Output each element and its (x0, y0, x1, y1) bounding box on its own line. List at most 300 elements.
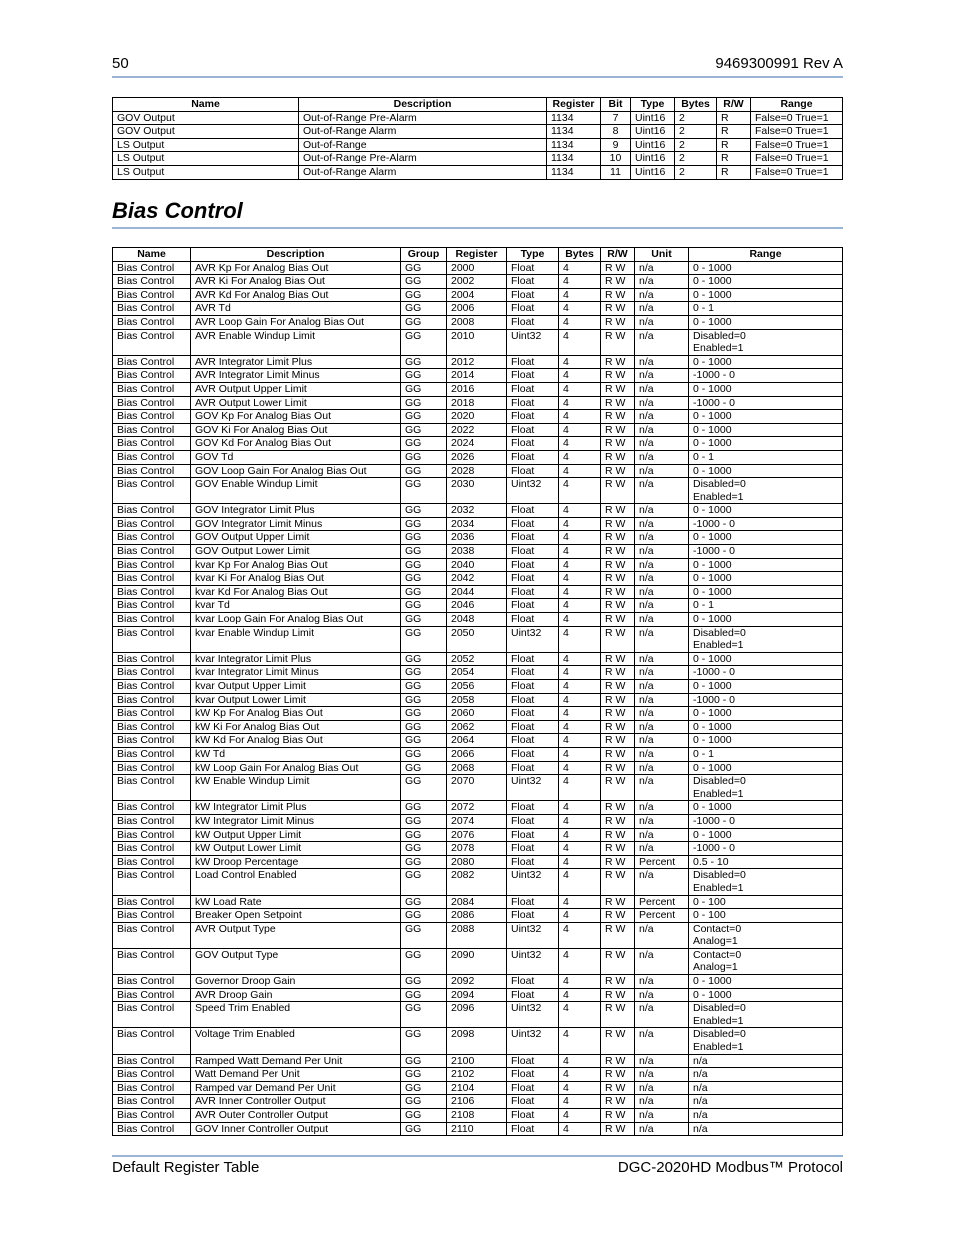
table-cell: Bias Control (113, 558, 191, 572)
table-cell: GOV Td (191, 450, 401, 464)
table-cell: GG (401, 828, 447, 842)
table-cell: Contact=0 Analog=1 (689, 922, 843, 948)
table-cell: GG (401, 572, 447, 586)
table-cell: 2 (675, 138, 717, 152)
table-cell: 2058 (447, 693, 507, 707)
table-row (113, 572, 843, 586)
table-cell: 0 - 1000 (689, 423, 843, 437)
table-cell: 7 (601, 111, 631, 125)
table-cell: 2002 (447, 275, 507, 289)
table-cell: GG (401, 613, 447, 627)
table-cell: n/a (635, 1068, 689, 1082)
table-cell: Uint16 (631, 125, 675, 139)
table-cell: Float (507, 517, 559, 531)
table-cell: Disabled=0 Enabled=1 (689, 775, 843, 801)
table-cell: 2 (675, 152, 717, 166)
table-cell: -1000 - 0 (689, 545, 843, 559)
table-cell: GG (401, 1095, 447, 1109)
table-cell: 2094 (447, 988, 507, 1002)
table-cell: GG (401, 261, 447, 275)
table-cell: Float (507, 1054, 559, 1068)
table-cell: 4 (559, 707, 601, 721)
table-cell: Disabled=0 Enabled=1 (689, 1028, 843, 1054)
table-cell: GG (401, 437, 447, 451)
table-cell: Float (507, 1068, 559, 1082)
table-row (113, 410, 843, 424)
table-cell: n/a (635, 572, 689, 586)
table-cell: R W (601, 517, 635, 531)
table-cell: GG (401, 423, 447, 437)
table-cell: 2104 (447, 1081, 507, 1095)
column-header: Bytes (559, 248, 601, 262)
table-cell: 4 (559, 855, 601, 869)
table-cell: kW Integrator Limit Minus (191, 814, 401, 828)
table-cell: 4 (559, 369, 601, 383)
table-cell: AVR Loop Gain For Analog Bias Out (191, 315, 401, 329)
table-cell: GG (401, 517, 447, 531)
table-cell: R W (601, 652, 635, 666)
table-cell: -1000 - 0 (689, 693, 843, 707)
table-cell: Float (507, 613, 559, 627)
table-cell: Float (507, 545, 559, 559)
table-cell: n/a (635, 585, 689, 599)
table-cell: Uint32 (507, 1002, 559, 1028)
table-cell: Speed Trim Enabled (191, 1002, 401, 1028)
table-cell: Float (507, 680, 559, 694)
table-cell: n/a (635, 410, 689, 424)
table-cell: 2076 (447, 828, 507, 842)
table-row (113, 988, 843, 1002)
table-cell: Float (507, 720, 559, 734)
table-cell: Uint32 (507, 948, 559, 974)
table-cell: 2108 (447, 1109, 507, 1123)
table-cell: Bias Control (113, 478, 191, 504)
table-cell: -1000 - 0 (689, 842, 843, 856)
table-cell: GG (401, 975, 447, 989)
table-cell: R W (601, 909, 635, 923)
table-cell: 4 (559, 396, 601, 410)
table-cell: Bias Control (113, 302, 191, 316)
table-cell: kvar Loop Gain For Analog Bias Out (191, 613, 401, 627)
table-cell: Out-of-Range Alarm (299, 125, 547, 139)
table-cell: GG (401, 652, 447, 666)
table-cell: GG (401, 545, 447, 559)
table-cell: kW Load Rate (191, 895, 401, 909)
table-cell: 2106 (447, 1095, 507, 1109)
table-cell: R W (601, 315, 635, 329)
table-cell: Bias Control (113, 531, 191, 545)
table-row (113, 111, 843, 125)
table-cell: 2102 (447, 1068, 507, 1082)
table-cell: kW Output Lower Limit (191, 842, 401, 856)
table-cell: kvar Kp For Analog Bias Out (191, 558, 401, 572)
table-cell: GG (401, 1122, 447, 1136)
table-cell: Bias Control (113, 1081, 191, 1095)
table-cell: n/a (635, 747, 689, 761)
table-cell: n/a (635, 275, 689, 289)
table-cell: 4 (559, 828, 601, 842)
table-cell: n/a (635, 1081, 689, 1095)
table-cell: Float (507, 369, 559, 383)
table-cell: Float (507, 761, 559, 775)
table-row (113, 909, 843, 923)
table-cell: R W (601, 1109, 635, 1123)
table-cell: Float (507, 895, 559, 909)
table-cell: n/a (635, 329, 689, 355)
table-cell: 2062 (447, 720, 507, 734)
table-cell: Float (507, 666, 559, 680)
table-cell: Disabled=0 Enabled=1 (689, 478, 843, 504)
table-cell: LS Output (113, 165, 299, 179)
table-cell: Bias Control (113, 814, 191, 828)
table-cell: 4 (559, 922, 601, 948)
table-cell: R W (601, 288, 635, 302)
table-cell: Float (507, 909, 559, 923)
table-cell: 0 - 1000 (689, 464, 843, 478)
table-cell: GG (401, 855, 447, 869)
table-cell: GOV Output Type (191, 948, 401, 974)
table-row (113, 680, 843, 694)
table-cell: GOV Integrator Limit Plus (191, 504, 401, 518)
table-cell: AVR Inner Controller Output (191, 1095, 401, 1109)
table-cell: AVR Kp For Analog Bias Out (191, 261, 401, 275)
table-cell: Bias Control (113, 396, 191, 410)
table-cell: -1000 - 0 (689, 517, 843, 531)
table-cell: R W (601, 842, 635, 856)
table-cell: 2074 (447, 814, 507, 828)
table-cell: 2012 (447, 355, 507, 369)
table-cell: GG (401, 478, 447, 504)
table-cell: 2020 (447, 410, 507, 424)
column-header: Type (631, 98, 675, 112)
table-cell: GG (401, 775, 447, 801)
table-cell: 2068 (447, 761, 507, 775)
table-cell: R W (601, 1028, 635, 1054)
table-cell: Percent (635, 895, 689, 909)
table-cell: Float (507, 652, 559, 666)
table-row (113, 948, 843, 974)
table-cell: 0.5 - 10 (689, 855, 843, 869)
column-header: Description (191, 248, 401, 262)
table-cell: GG (401, 585, 447, 599)
table-cell: Float (507, 315, 559, 329)
table-cell: R W (601, 801, 635, 815)
table-cell: AVR Droop Gain (191, 988, 401, 1002)
table-cell: 0 - 1000 (689, 288, 843, 302)
table-row (113, 842, 843, 856)
table-cell: GG (401, 288, 447, 302)
table-cell: n/a (635, 599, 689, 613)
table-row (113, 450, 843, 464)
table-cell: R W (601, 693, 635, 707)
table-cell: 2060 (447, 707, 507, 721)
column-header: Description (299, 98, 547, 112)
table-cell: Bias Control (113, 585, 191, 599)
table-cell: 2034 (447, 517, 507, 531)
table-cell: GG (401, 396, 447, 410)
table-cell: n/a (635, 613, 689, 627)
table-cell: n/a (635, 478, 689, 504)
table-cell: R W (601, 775, 635, 801)
table-cell: Percent (635, 909, 689, 923)
table-cell: 0 - 1000 (689, 261, 843, 275)
table-cell: 9 (601, 138, 631, 152)
table-cell: Out-of-Range Pre-Alarm (299, 152, 547, 166)
table-cell: 2052 (447, 652, 507, 666)
table-cell: Float (507, 302, 559, 316)
table-cell: Breaker Open Setpoint (191, 909, 401, 923)
table-cell: Uint32 (507, 775, 559, 801)
table-row (113, 138, 843, 152)
table-cell: n/a (689, 1122, 843, 1136)
table-row (113, 734, 843, 748)
table-cell: n/a (635, 828, 689, 842)
table-row (113, 464, 843, 478)
table-cell: GG (401, 747, 447, 761)
table-cell: 4 (559, 410, 601, 424)
table-cell: n/a (635, 720, 689, 734)
table-cell: 1134 (547, 125, 601, 139)
table-cell: Bias Control (113, 504, 191, 518)
table-cell: GG (401, 948, 447, 974)
table-row (113, 423, 843, 437)
table-cell: kW Droop Percentage (191, 855, 401, 869)
table-cell: kW Ki For Analog Bias Out (191, 720, 401, 734)
table-cell: 2018 (447, 396, 507, 410)
table-row (113, 1068, 843, 1082)
table-cell: Disabled=0 Enabled=1 (689, 869, 843, 895)
table-cell: GOV Output (113, 111, 299, 125)
table-cell: 4 (559, 315, 601, 329)
table-cell: GG (401, 988, 447, 1002)
table-cell: GG (401, 315, 447, 329)
table-cell: R W (601, 504, 635, 518)
table-cell: Uint16 (631, 111, 675, 125)
table-cell: 2028 (447, 464, 507, 478)
table-row (113, 369, 843, 383)
table-cell: 1134 (547, 152, 601, 166)
table-cell: Ramped Watt Demand Per Unit (191, 1054, 401, 1068)
table-cell: n/a (635, 261, 689, 275)
table-cell: GG (401, 275, 447, 289)
table-cell: GG (401, 355, 447, 369)
table-cell: GG (401, 814, 447, 828)
table-cell: Percent (635, 855, 689, 869)
table-cell: 4 (559, 275, 601, 289)
table-cell: LS Output (113, 152, 299, 166)
table-cell: 0 - 1000 (689, 410, 843, 424)
table-row (113, 828, 843, 842)
table-cell: GG (401, 693, 447, 707)
table-cell: 0 - 1000 (689, 720, 843, 734)
table-cell: Contact=0 Analog=1 (689, 948, 843, 974)
table-cell: Bias Control (113, 329, 191, 355)
table-cell: 2044 (447, 585, 507, 599)
table-row (113, 652, 843, 666)
table-cell: 4 (559, 1081, 601, 1095)
table-cell: 2032 (447, 504, 507, 518)
table-cell: Bias Control (113, 517, 191, 531)
table-cell: Bias Control (113, 1095, 191, 1109)
column-header: Range (751, 98, 843, 112)
table-cell: 4 (559, 775, 601, 801)
table-cell: AVR Integrator Limit Minus (191, 369, 401, 383)
table-cell: R W (601, 450, 635, 464)
table-cell: 0 - 1000 (689, 613, 843, 627)
table-cell: Uint16 (631, 165, 675, 179)
table-cell: n/a (635, 558, 689, 572)
table-cell: GG (401, 895, 447, 909)
table-cell: R W (601, 707, 635, 721)
table-cell: Float (507, 828, 559, 842)
table-cell: GG (401, 801, 447, 815)
table-cell: 0 - 1000 (689, 652, 843, 666)
table-cell: 2078 (447, 842, 507, 856)
table-cell: Watt Demand Per Unit (191, 1068, 401, 1082)
bias-control-table (112, 247, 843, 1136)
table-cell: Bias Control (113, 382, 191, 396)
table-cell: 0 - 1 (689, 450, 843, 464)
table-cell: 4 (559, 355, 601, 369)
column-header: Bytes (675, 98, 717, 112)
table-cell: Bias Control (113, 261, 191, 275)
table-cell: 0 - 1000 (689, 988, 843, 1002)
table-row (113, 613, 843, 627)
table-cell: Uint32 (507, 922, 559, 948)
table-cell: n/a (635, 693, 689, 707)
column-header: Name (113, 248, 191, 262)
page-footer (112, 1159, 843, 1179)
table-cell: 4 (559, 747, 601, 761)
table-cell: n/a (689, 1068, 843, 1082)
table-cell: Float (507, 855, 559, 869)
table-cell: 0 - 1000 (689, 504, 843, 518)
table-cell: R W (601, 572, 635, 586)
table-cell: 2004 (447, 288, 507, 302)
table-cell: 2086 (447, 909, 507, 923)
table-cell: 2036 (447, 531, 507, 545)
table-cell: R W (601, 329, 635, 355)
table-cell: kW Kd For Analog Bias Out (191, 734, 401, 748)
table-cell: 4 (559, 1109, 601, 1123)
table-row (113, 288, 843, 302)
table-cell: R W (601, 396, 635, 410)
table-cell: R W (601, 1095, 635, 1109)
table-cell: kW Output Upper Limit (191, 828, 401, 842)
table-cell: 4 (559, 1095, 601, 1109)
table-cell: Float (507, 801, 559, 815)
table-cell: AVR Td (191, 302, 401, 316)
table-cell: Bias Control (113, 707, 191, 721)
table-cell: 0 - 1000 (689, 585, 843, 599)
table-cell: 1134 (547, 165, 601, 179)
table-cell: Bias Control (113, 1054, 191, 1068)
table-cell: Bias Control (113, 895, 191, 909)
table-cell: Bias Control (113, 680, 191, 694)
table-cell: GG (401, 464, 447, 478)
table-cell: 0 - 1 (689, 599, 843, 613)
table-cell: Bias Control (113, 288, 191, 302)
table-cell: n/a (635, 626, 689, 652)
table-cell: n/a (635, 761, 689, 775)
section-rule (112, 227, 843, 229)
table-cell: Bias Control (113, 315, 191, 329)
table-cell: Float (507, 382, 559, 396)
table-cell: 4 (559, 437, 601, 451)
table-cell: R W (601, 626, 635, 652)
table-cell: R W (601, 666, 635, 680)
table-cell: Disabled=0 Enabled=1 (689, 1002, 843, 1028)
table-cell: R W (601, 814, 635, 828)
table-row (113, 707, 843, 721)
table-row (113, 693, 843, 707)
table-cell: kW Integrator Limit Plus (191, 801, 401, 815)
table-cell: 0 - 1000 (689, 531, 843, 545)
table-cell: Bias Control (113, 410, 191, 424)
table-cell: R W (601, 423, 635, 437)
table-cell: 4 (559, 450, 601, 464)
table-cell: n/a (635, 517, 689, 531)
table-cell: R W (601, 734, 635, 748)
table-cell: n/a (635, 288, 689, 302)
table-cell: Bias Control (113, 734, 191, 748)
table-cell: n/a (635, 369, 689, 383)
table-header-row (113, 248, 843, 262)
footer-document-title: DGC-2020HD Modbus™ Protocol (617, 1159, 843, 1176)
table-cell: AVR Output Upper Limit (191, 382, 401, 396)
table-cell: GG (401, 531, 447, 545)
table-cell: Float (507, 585, 559, 599)
table-cell: GG (401, 329, 447, 355)
table-cell: n/a (635, 1095, 689, 1109)
table-cell: 4 (559, 720, 601, 734)
table-cell: n/a (635, 1028, 689, 1054)
table-cell: 0 - 1000 (689, 572, 843, 586)
table-cell: GG (401, 761, 447, 775)
table-cell: R W (601, 680, 635, 694)
table-cell: Bias Control (113, 842, 191, 856)
table-cell: 2064 (447, 734, 507, 748)
table-cell: n/a (635, 531, 689, 545)
table-cell: n/a (635, 302, 689, 316)
table-row (113, 1028, 843, 1054)
table-cell: R W (601, 747, 635, 761)
table-cell: 1134 (547, 111, 601, 125)
table-cell: 4 (559, 626, 601, 652)
table-cell: Voltage Trim Enabled (191, 1028, 401, 1054)
table-cell: Float (507, 423, 559, 437)
table-cell: n/a (635, 1002, 689, 1028)
table-cell: 4 (559, 478, 601, 504)
table-row (113, 599, 843, 613)
table-row (113, 125, 843, 139)
table-cell: GG (401, 1002, 447, 1028)
table-cell: AVR Ki For Analog Bias Out (191, 275, 401, 289)
column-header: R/W (601, 248, 635, 262)
table-cell: 0 - 1000 (689, 437, 843, 451)
table-cell: GOV Loop Gain For Analog Bias Out (191, 464, 401, 478)
table-row (113, 329, 843, 355)
table-cell: kvar Enable Windup Limit (191, 626, 401, 652)
table-cell: 4 (559, 423, 601, 437)
table-cell: n/a (635, 1109, 689, 1123)
table-cell: 2080 (447, 855, 507, 869)
table-cell: 2 (675, 165, 717, 179)
table-row (113, 666, 843, 680)
table-cell: Bias Control (113, 975, 191, 989)
table-cell: 4 (559, 1068, 601, 1082)
column-header: Unit (635, 248, 689, 262)
